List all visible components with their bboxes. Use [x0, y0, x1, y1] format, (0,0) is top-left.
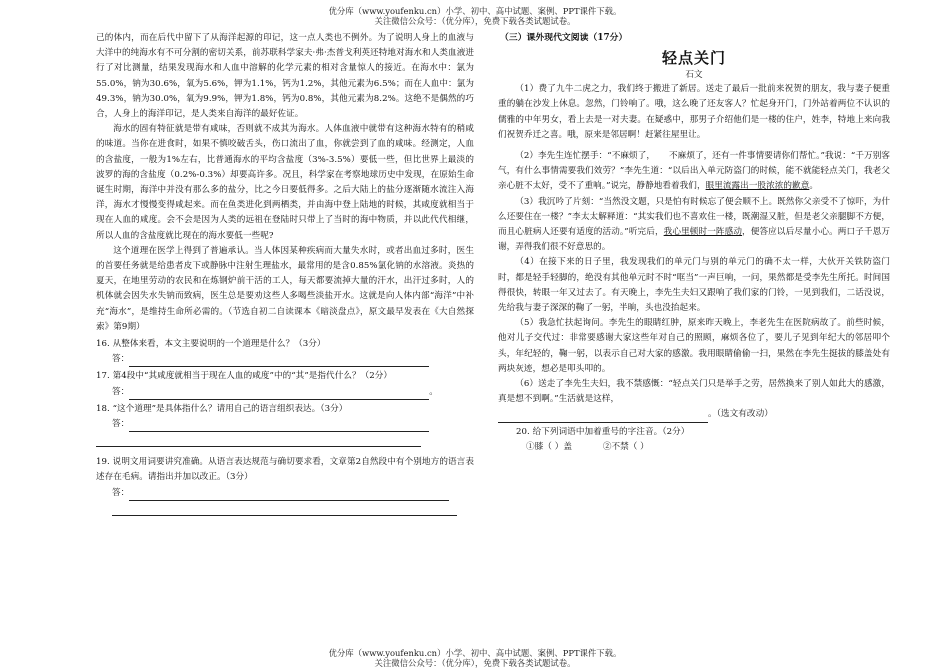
article-author: 石文 — [685, 70, 703, 81]
right-column — [498, 31, 890, 455]
article-paragraph-4: （4）在接下来的日子里，我发现我们的单元门与别的单元门的确不太一样，大伙开关铁防盗门时，都是轻手轻脚的，绝没有其他单元时不时“哐当”一声巨响，一问，果然都是受李先生所托。时间国得很快，转眼一年又过去了。有天晚上，李先生夫妇又跟响了我们家的门铃，一见到我们，二话没说，先给我与妻子深深的鞠了一躬，半晌，头也没抬起来。 — [498, 257, 890, 314]
article-title: 轻点关门 — [661, 49, 726, 68]
underlined-phrase-1: 眼里流露出一股浓浓的歉意 — [705, 181, 810, 192]
answer-19-line-2[interactable] — [112, 501, 457, 516]
paragraph-2: 海水的固有特征就是带有咸味，否则就不成其为海水。人体血液中就带有这种海水特有的稍咸的味道。当你在进食时，如果不慎咬破舌头，伤口流出了血，你就尝到了血的咸味。经测定，人血的含盐度，一般为1%左右，比普通海水的平均含盐度（3%-3.5%）要低一些，但比世界上最淡的波罗的海的含盐度（0.2%-0.3%）却要高许多。况且，科学家在考察地球历史中发现，在原始生命诞生时期，海洋中并没有那么多的盐分，比之今日要低得多。之后大陆上的盐分逐渐随水流注入海洋，海水才慢慢变得咸起来。而在鱼类进化到两栖类，并由海中登上陆地的时候，其咸度就相当于现在人血的咸度。会不会是因为人类的远祖在登陆时只带上了当时的海中物质，并以此代代相继，所以人血的含盐度就比现在的海水要低一些呢? — [96, 124, 474, 241]
answer-16-line[interactable] — [129, 356, 429, 367]
article-paragraph-1: （1）费了九牛二虎之力，我们终于搬进了新居。送走了最后一批前来祝贺的朋友，我与妻子便重重的躺在沙发上休息。忽然，门铃响了。哦，这么晚了还友客人？忙起身开门，门外站着两位不认识的儒雅的中年男女，看上去是一对夫妻。在疑惑中，那男子介绍他们是一楼的住户，姓李，特地上来向我们祝贺乔迁之喜。哦，原来是邻居啊！赶紧往屋里让。 — [498, 84, 890, 140]
question-20-options — [498, 440, 890, 455]
question-17: 17. 第4段中“其咸度就相当于现在人血的咸度”中的“其”是指代什么？（2分） — [96, 371, 393, 382]
article-paragraph-3: （3）我沉吟了片刻：“当然没文题，只是怕有时候忘了便会顺不上。既然你父亲受不了惊吓，为什么还要住在一楼？”李太太解释道：“其实我们也不喜欢住一楼，既潮湿又脏，但是老父亲腿脚不方便，而且心脏病人还要有适度的活动。”听完后，我心里顿时一阵感动，便答应以后尽量小心。两口子千恩万谢，弄得我们很不好意思的。 — [498, 196, 890, 253]
article-paragraph-6: （6）送走了李先生夫妇，我不禁感慨：“轻点关门只是举手之劳，居然换来了别人如此大的感激，真是想不到啊。”生活就是这样， 。（选文有改动） — [498, 377, 890, 423]
answer-label: 答： — [112, 354, 130, 365]
footer-line-2: 关注微信公众号：（优分库），免费下载各类试题试卷。 — [374, 658, 576, 668]
question-19: 19. 说明文用词要讲究准确。从语言表达规范与确切要求看，文章第2自然段中有个别地方的语言表述存在毛病。请指出并加以改正。（3分） — [96, 457, 474, 483]
answer-19-line-1[interactable] — [129, 490, 449, 501]
banner-line-1: 优分库（www.youfenku.cn）小学、初中、高中试题、案例、PPT课件下载。 — [328, 6, 622, 16]
answer-17-line[interactable] — [129, 389, 429, 400]
question-18: 18. “这个道理”是具体指什么？请用自己的语言组织表达。（3分） — [96, 403, 348, 414]
footer-banner — [0, 648, 950, 668]
answer-label: 答： — [112, 386, 130, 397]
banner-line-2: 关注微信公众号：（优分库），免费下载各类试题试卷。 — [374, 16, 576, 26]
answer-16 — [96, 352, 474, 367]
option-1[interactable]: ①膝（ ）盖 — [526, 441, 573, 452]
question-20: 20. 给下列词语中加着重号的字注音。（2分） — [516, 426, 690, 437]
paragraph-3: 这个道理在医学上得到了普遍承认。当人体因某种疾病而大量失水时，或者出血过多时，医生的首要任务就是给患者皮下或静脉中注射生理盐水，最常用的是含0.85%氯化钠的水溶液。炎热的夏天，在地里劳动的农民和在炼钢炉前干活的工人，每天都要流掉大量的汗水，出汗过多时，人的机体就会因失水失钠而致病，医生总是要劝这些人多喝些淡盐开水。这就是向人体内部“海洋”中补充“海水”，是维持生命所必需的。（节选自初二自读课本《暗淡盘点》，原文最早发表在《大自然探索》第9期） — [96, 245, 474, 332]
answer-18-line-1[interactable] — [129, 421, 429, 432]
paragraph-6-blank[interactable] — [498, 412, 708, 423]
answer-18-line-2[interactable] — [96, 432, 421, 447]
answer-label: 答： — [112, 419, 130, 430]
article-paragraph-2: （2）李先生连忙摆手：“不麻烦了， 不麻烦了，还有一件事情要请你们帮忙。”我说：“千万别客气，有什么事情需要我们效劳？”李先生道：“以后出入单元防盗门的时候，能不就能轻点关门，我老父亲心脏不太好，受不了重响。”说完，静静地看着我们，眼里流露出一股浓浓的歉意。 — [498, 151, 890, 192]
underlined-phrase-2: 我心里顿时一阵感动 — [663, 227, 743, 238]
section-title: （三）课外现代文阅读（17分） — [500, 33, 628, 43]
footer-line-1: 优分库（www.youfenku.cn）小学、初中、高中试题、案例、PPT课件下载。 — [328, 648, 622, 658]
answer-19 — [96, 486, 474, 501]
header-banner — [0, 6, 950, 26]
answer-label: 答： — [112, 487, 130, 498]
paragraph-1: 己的体内，而在后代中留下了从海洋起源的印记，这一点人类也不例外。为了说明人身上的血液与大洋中的纯海水有不可分割的密切关系，前苏联科学家夫·弗·杰普戈利英还特地对海水和人类血液进行了对比测量，结果发现海水和人血中溶解的化学元素的相对含量惊人的接近。在海水中：氯为55.0%，钠为30.6%，氧为5.6%，钾为1.1%，钙为1.2%，其他元素为6.5%；而在人血中：氯为49.3%，钠为30.0%，氧为9.9%，钾为1.8%，钙为0.8%，其他元素为8.2%。这绝不是偶然的巧合，人身上的海洋印记，是人类来自海洋的最好佐证。 — [96, 33, 474, 120]
article-paragraph-5: （5）我急忙扶起询问。李先生的眼睛红肿，原来昨天晚上，李老先生在医院病故了。前些时候，他对儿子交代过：非常要感谢大家这些年对自己的照顾，麻烦各位了，要儿子见到年纪大的邻居叩个头，年纪轻的，鞠一躬，以表示自己对大家的感激。我用眼睛偷偷一扫，果然在李先生挺拔的膝盖处有两块灰迹，想必是叩头叩的。 — [498, 318, 890, 374]
option-2[interactable]: ②不禁（ ） — [602, 441, 649, 452]
left-column — [96, 31, 474, 516]
answer-17: 答： 。 — [96, 385, 474, 400]
question-16: 16. 从整体来看，本文主要说明的一个道理是什么？（3分） — [96, 339, 326, 350]
answer-18 — [96, 417, 474, 432]
